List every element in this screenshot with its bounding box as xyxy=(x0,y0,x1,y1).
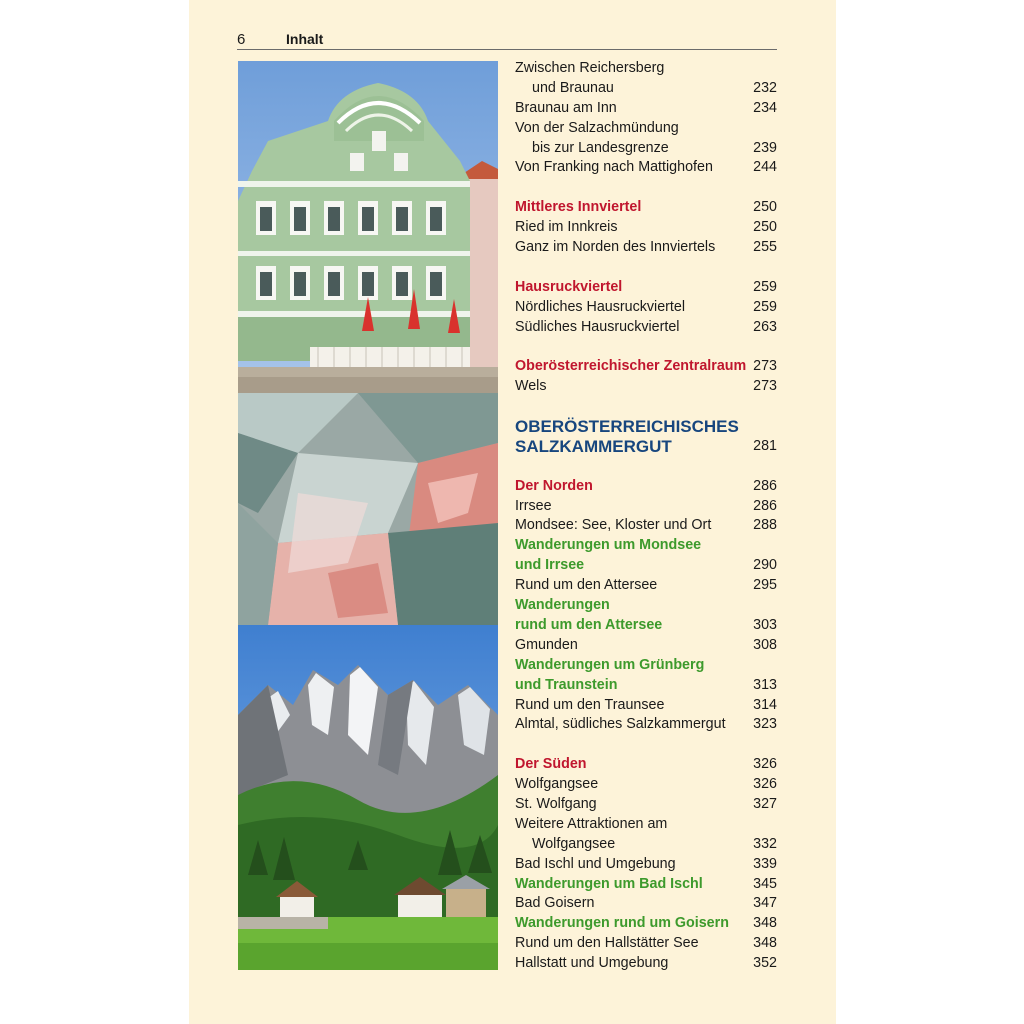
toc-entry-title: bis zur Landesgrenze xyxy=(532,139,669,156)
toc-entry-title: Rund um den Hallstätter See xyxy=(515,935,699,952)
toc-entry-title: Wanderungen um Bad Ischl xyxy=(515,875,703,892)
toc-entry-page: 326 xyxy=(753,756,777,773)
toc-spacer xyxy=(515,178,777,198)
toc-chapter-heading xyxy=(515,437,777,457)
toc-entry-title: Der Süden xyxy=(515,756,587,773)
toc-entry-page: 234 xyxy=(753,99,777,116)
toc-entry-title: Rund um den Traunsee xyxy=(515,696,665,713)
toc-hiking-entry xyxy=(515,656,777,676)
toc-entry-title: und Irrsee xyxy=(515,557,585,574)
toc-section-heading xyxy=(515,278,777,298)
toc-entry-page: 259 xyxy=(753,298,777,315)
toc-entry-page: 288 xyxy=(753,517,777,534)
toc-entry-title: Almtal, südliches Salzkammergut xyxy=(515,716,726,733)
toc-entry xyxy=(515,715,777,735)
toc-entry-title: Wolfgangsee xyxy=(532,835,616,852)
toc-entry-title: St. Wolfgang xyxy=(515,795,597,812)
toc-entry-title: Ganz im Norden des Innviertels xyxy=(515,239,716,256)
toc-spacer xyxy=(515,457,777,477)
toc-spacer xyxy=(515,397,777,417)
toc-entry-page: 352 xyxy=(753,955,777,972)
toc-entry xyxy=(515,835,777,855)
toc-section-heading xyxy=(515,477,777,497)
toc-entry-page: 303 xyxy=(753,616,777,633)
photo-column xyxy=(238,61,498,970)
toc-entry xyxy=(515,696,777,716)
toc-entry xyxy=(515,79,777,99)
toc-entry-page: 314 xyxy=(753,696,777,713)
photo-alpine-mountains xyxy=(238,625,498,970)
toc-entry-page: 286 xyxy=(753,477,777,494)
toc-entry xyxy=(515,516,777,536)
toc-entry xyxy=(515,158,777,178)
toc-entry xyxy=(515,855,777,875)
toc-section-heading xyxy=(515,198,777,218)
toc-entry-title: SALZKAMMERGUT xyxy=(515,436,672,456)
toc-entry-page: 263 xyxy=(753,318,777,335)
toc-entry-title: Ried im Innkreis xyxy=(515,219,618,236)
section-title: Inhalt xyxy=(286,31,324,47)
toc-entry-title: Nördliches Hausruckviertel xyxy=(515,298,686,315)
toc-section-heading xyxy=(515,357,777,377)
toc-entry xyxy=(515,894,777,914)
toc-entry-title: Hausruckviertel xyxy=(515,278,623,295)
toc-entry-title: Zwischen Reichersberg xyxy=(515,60,665,76)
toc-entry-page: 348 xyxy=(753,935,777,952)
toc-entry-title: Der Norden xyxy=(515,477,593,494)
toc-entry-title: Von der Salzachmündung xyxy=(515,119,679,136)
toc-entry-title: Wanderungen um Grünberg xyxy=(515,656,705,673)
toc-entry-title: Bad Ischl und Umgebung xyxy=(515,855,676,872)
toc-entry-title: Südliches Hausruckviertel xyxy=(515,318,680,335)
toc-entry-page: 232 xyxy=(753,79,777,96)
toc-entry xyxy=(515,318,777,338)
toc-entry-title: rund um den Attersee xyxy=(515,616,663,633)
table-of-contents xyxy=(515,59,777,974)
toc-entry xyxy=(515,298,777,318)
toc-entry xyxy=(515,954,777,974)
toc-entry-page: 239 xyxy=(753,139,777,156)
toc-entry-title: Wanderungen rund um Goisern xyxy=(515,915,729,932)
toc-entry-title: Irrsee xyxy=(515,497,552,514)
toc-entry-title: Wanderungen um Mondsee xyxy=(515,537,702,554)
toc-entry-page: 339 xyxy=(753,855,777,872)
toc-entry-title: Gmunden xyxy=(515,636,578,653)
toc-entry xyxy=(515,775,777,795)
toc-entry xyxy=(515,795,777,815)
toc-entry-page: 250 xyxy=(753,219,777,236)
toc-entry-page: 326 xyxy=(753,776,777,793)
toc-hiking-entry xyxy=(515,556,777,576)
toc-section-heading xyxy=(515,755,777,775)
toc-entry xyxy=(515,238,777,258)
toc-entry-title: Rund um den Attersee xyxy=(515,577,658,594)
toc-entry xyxy=(515,576,777,596)
toc-entry-page: 250 xyxy=(753,199,777,216)
toc-entry-title: Mondsee: See, Kloster und Ort xyxy=(515,517,712,534)
toc-entry-page: 295 xyxy=(753,577,777,594)
toc-hiking-entry xyxy=(515,676,777,696)
toc-entry-page: 348 xyxy=(753,915,777,932)
toc-hiking-entry xyxy=(515,596,777,616)
toc-spacer xyxy=(515,735,777,755)
toc-hiking-entry xyxy=(515,914,777,934)
toc-entry-title: Hallstatt und Umgebung xyxy=(515,955,669,972)
toc-entry-page: 286 xyxy=(753,497,777,514)
toc-entry-title: OBERÖSTERREICHISCHES xyxy=(515,417,739,437)
toc-entry-title: Wels xyxy=(515,378,547,395)
toc-entry xyxy=(515,119,777,139)
toc-entry xyxy=(515,934,777,954)
toc-entry-title: Bad Goisern xyxy=(515,895,595,912)
toc-entry xyxy=(515,59,777,79)
toc-entry xyxy=(515,218,777,238)
photo-salt-crystals xyxy=(238,393,498,625)
toc-entry-page: 323 xyxy=(753,716,777,733)
toc-hiking-entry xyxy=(515,616,777,636)
toc-entry-page: 313 xyxy=(753,676,777,693)
toc-entry-page: 259 xyxy=(753,278,777,295)
page-header xyxy=(237,31,777,50)
toc-entry xyxy=(515,99,777,119)
toc-entry-title: und Braunau xyxy=(532,79,614,96)
toc-hiking-entry xyxy=(515,536,777,556)
toc-entry-page: 308 xyxy=(753,636,777,653)
toc-entry-title: Wolfgangsee xyxy=(515,776,599,793)
toc-entry-title: Von Franking nach Mattighofen xyxy=(515,159,713,176)
toc-entry xyxy=(515,815,777,835)
toc-entry-title: und Traunstein xyxy=(515,676,618,693)
toc-chapter-heading xyxy=(515,417,777,437)
toc-entry-page: 273 xyxy=(753,378,777,395)
toc-entry-title: Weitere Attraktionen am xyxy=(515,815,668,832)
toc-entry-page: 345 xyxy=(753,875,777,892)
toc-entry-title: Mittleres Innviertel xyxy=(515,199,642,216)
toc-hiking-entry xyxy=(515,875,777,895)
toc-entry-title: Braunau am Inn xyxy=(515,99,617,116)
toc-entry-page: 290 xyxy=(753,557,777,574)
toc-entry-title: Wanderungen xyxy=(515,597,610,614)
toc-entry-page: 327 xyxy=(753,795,777,812)
toc-entry-page: 244 xyxy=(753,159,777,176)
toc-entry-title: Oberösterreichischer Zentralraum xyxy=(515,358,747,375)
toc-entry xyxy=(515,139,777,159)
toc-entry-page: 255 xyxy=(753,239,777,256)
toc-spacer xyxy=(515,337,777,357)
toc-entry-page: 332 xyxy=(753,835,777,852)
photo-green-baroque-house xyxy=(238,61,498,393)
toc-entry-page: 347 xyxy=(753,895,777,912)
toc-entry-page: 273 xyxy=(753,358,777,375)
toc-entry-page: 281 xyxy=(753,437,777,454)
page-number: 6 xyxy=(237,31,246,48)
toc-entry xyxy=(515,377,777,397)
toc-entry xyxy=(515,636,777,656)
toc-entry xyxy=(515,497,777,517)
toc-spacer xyxy=(515,258,777,278)
